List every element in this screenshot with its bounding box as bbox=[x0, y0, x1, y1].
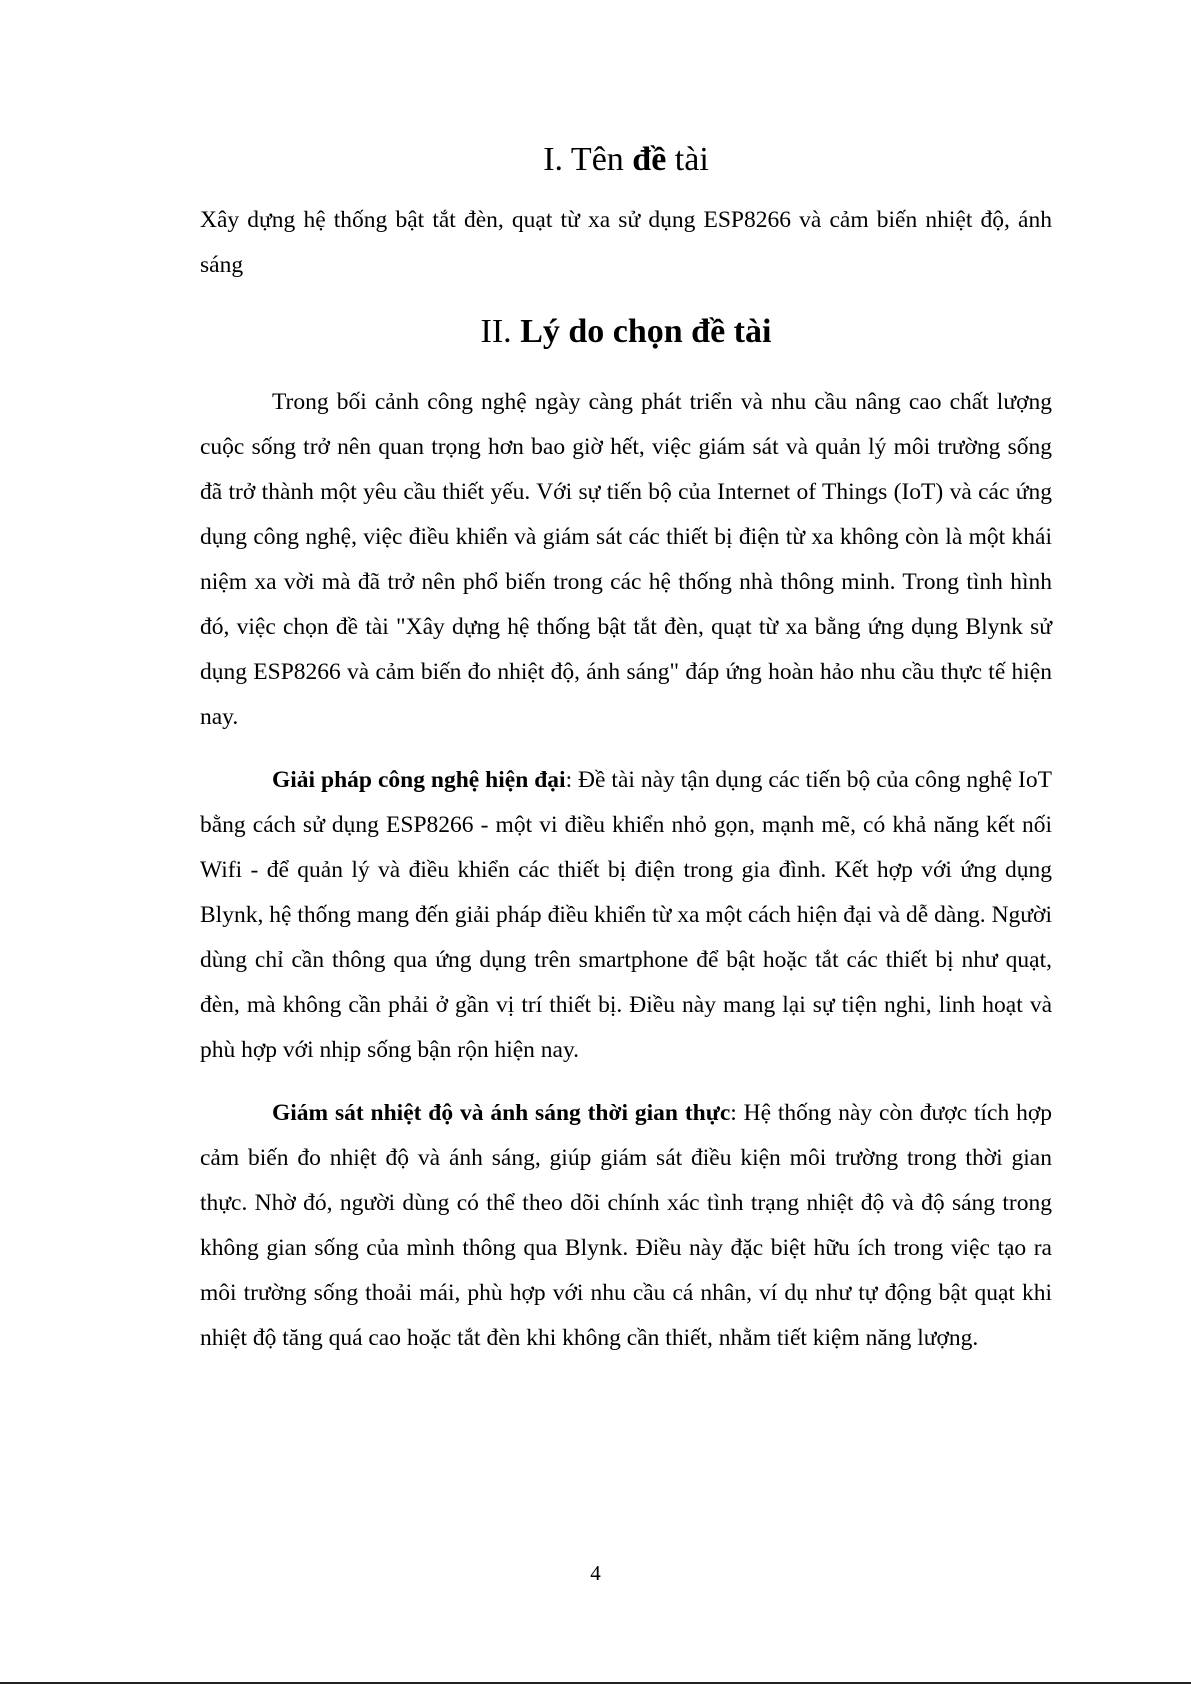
section-1-title bbox=[200, 140, 1052, 180]
section-2-title-prefix: II. bbox=[480, 313, 521, 350]
section-1-title-suffix: tài bbox=[666, 141, 709, 178]
page-content bbox=[200, 140, 1052, 1361]
section-2-point-2-paragraph bbox=[200, 1091, 1052, 1361]
bottom-divider bbox=[0, 1682, 1191, 1684]
section-1-text: Xây dựng hệ thống bật tắt đèn, quạt từ xa sử dụng ESP8266 và cảm biến nhiệt độ, ánh sáng bbox=[200, 207, 1052, 278]
point-2-label: Giám sát nhiệt độ và ánh sáng thời gian thực bbox=[272, 1100, 731, 1126]
point-2-text: : Hệ thống này còn được tích hợp cảm biến đo nhiệt độ và ánh sáng, giúp giám sát điều kiện môi trường trong thời gian thực. Nhờ đó, người dùng có thể theo dõi chính xác tình trạng nhiệt độ và độ sáng trong không gian sống của mình thông qua Blynk. Điều này đặc biệt hữu ích trong việc tạo ra môi trường sống thoải mái, phù hợp với nhu cầu cá nhân, ví dụ như tự động bật quạt khi nhiệt độ tăng quá cao hoặc tắt đèn khi không cần thiết, nhằm tiết kiệm năng lượng. bbox=[200, 1100, 1052, 1351]
section-1-title-prefix: I. Tên bbox=[543, 141, 633, 178]
point-1-text: : Đề tài này tận dụng các tiến bộ của công nghệ IoT bằng cách sử dụng ESP8266 - một vi điều khiển nhỏ gọn, mạnh mẽ, có khả năng kết nối Wifi - để quản lý và điều khiển các thiết bị điện trong gia đình. Kết hợp với ứng dụng Blynk, hệ thống mang đến giải pháp điều khiển từ xa một cách hiện đại và dễ dàng. Người dùng chỉ cần thông qua ứng dụng trên smartphone để bật hoặc tắt các thiết bị như quạt, đèn, mà không cần phải ở gần vị trí thiết bị. Điều này mang lại sự tiện nghi, linh hoạt và phù hợp với nhịp sống bận rộn hiện nay. bbox=[200, 767, 1052, 1063]
section-1-title-bold: đề bbox=[632, 141, 667, 178]
section-2-title-bold: Lý do chọn đề tài bbox=[520, 313, 772, 350]
page-number: 4 bbox=[590, 1561, 601, 1585]
section-2-title bbox=[200, 312, 1052, 352]
section-2-point-1-paragraph bbox=[200, 758, 1052, 1073]
point-1-label: Giải pháp công nghệ hiện đại bbox=[272, 767, 566, 793]
section-2-intro-paragraph: Trong bối cảnh công nghệ ngày càng phát triển và nhu cầu nâng cao chất lượng cuộc sống trở nên quan trọng hơn bao giờ hết, việc giám sát và quản lý môi trường sống đã trở thành một yêu cầu thiết yếu. Với sự tiến bộ của Internet of Things (IoT) và các ứng dụng công nghệ, việc điều khiển và giám sát các thiết bị điện từ xa không còn là một khái niệm xa vời mà đã trở nên phổ biến trong các hệ thống nhà thông minh. Trong tình hình đó, việc chọn đề tài "Xây dựng hệ thống bật tắt đèn, quạt từ xa bằng ứng dụng Blynk sử dụng ESP8266 và cảm biến đo nhiệt độ, ánh sáng" đáp ứng hoàn hảo nhu cầu thực tế hiện nay. bbox=[200, 389, 1052, 730]
